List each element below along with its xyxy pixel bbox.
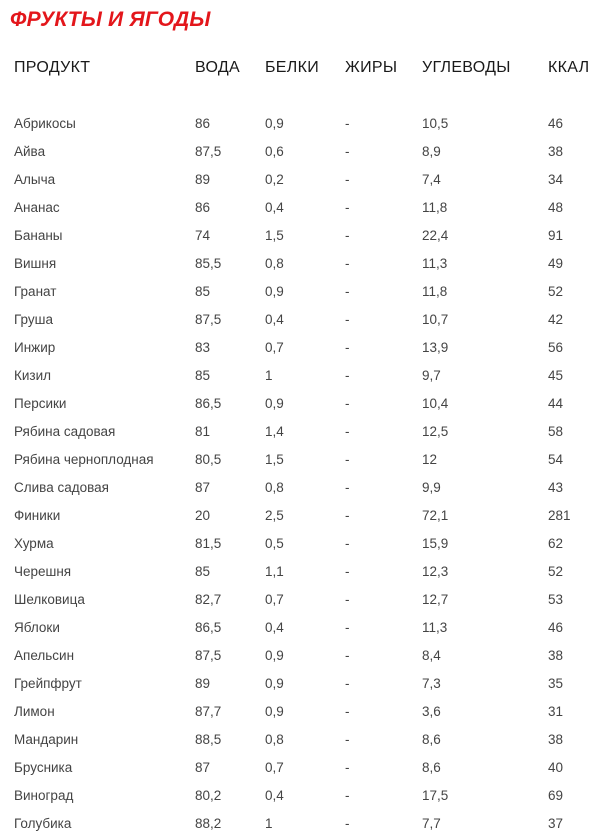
water-value: 87 [195, 479, 211, 495]
table-row [14, 221, 603, 249]
kcal-value: 31 [548, 703, 564, 719]
fat-value: - [345, 675, 350, 691]
protein-value: 0,6 [265, 143, 284, 159]
fat-value: - [345, 479, 350, 495]
kcal-value: 43 [548, 479, 564, 495]
kcal-value: 56 [548, 339, 564, 355]
page-title: ФРУКТЫ И ЯГОДЫ [10, 8, 211, 31]
carbs-value: 13,9 [422, 339, 449, 355]
product-name: Вишня [14, 255, 57, 271]
carbs-value: 12,5 [422, 423, 449, 439]
table-body [14, 81, 603, 837]
fat-value: - [345, 227, 350, 243]
kcal-value: 62 [548, 535, 564, 551]
kcal-value: 52 [548, 563, 564, 579]
kcal-value: 34 [548, 171, 564, 187]
kcal-value: 46 [548, 115, 564, 131]
fat-value: - [345, 423, 350, 439]
table-row [14, 445, 603, 473]
kcal-value: 44 [548, 395, 564, 411]
water-value: 81 [195, 423, 211, 439]
carbs-value: 10,7 [422, 311, 449, 327]
water-value: 82,7 [195, 591, 222, 607]
column-header-protein: БЕЛКИ [265, 59, 319, 76]
product-name: Черешня [14, 563, 72, 579]
table-row [14, 781, 603, 809]
fat-value: - [345, 311, 350, 327]
carbs-value: 12 [422, 451, 438, 467]
water-value: 87,7 [195, 703, 222, 719]
kcal-value: 45 [548, 367, 564, 383]
protein-value: 0,8 [265, 731, 284, 747]
table-row [14, 585, 603, 613]
carbs-value: 11,8 [422, 283, 448, 299]
nutrition-table [14, 55, 603, 837]
protein-value: 0,7 [265, 591, 284, 607]
protein-value: 0,9 [265, 115, 284, 131]
fat-value: - [345, 507, 350, 523]
water-value: 87 [195, 759, 211, 775]
kcal-value: 91 [548, 227, 564, 243]
water-value: 74 [195, 227, 211, 243]
protein-value: 0,7 [265, 759, 284, 775]
table-row [14, 529, 603, 557]
table-row [14, 193, 603, 221]
table-row [14, 809, 603, 837]
kcal-value: 53 [548, 591, 564, 607]
carbs-value: 3,6 [422, 703, 441, 719]
carbs-value: 15,9 [422, 535, 449, 551]
water-value: 89 [195, 171, 211, 187]
water-value: 86 [195, 115, 211, 131]
protein-value: 0,9 [265, 647, 284, 663]
protein-value: 0,8 [265, 479, 284, 495]
water-value: 85 [195, 367, 211, 383]
product-name: Рябина черноплодная [14, 451, 154, 467]
product-name: Алыча [14, 171, 56, 187]
product-name: Хурма [14, 535, 54, 551]
protein-value: 0,5 [265, 535, 284, 551]
product-name: Слива садовая [14, 479, 109, 495]
product-name: Брусника [14, 759, 73, 775]
product-name: Абрикосы [14, 115, 76, 131]
header-spacer [14, 81, 603, 109]
protein-value: 0,9 [265, 703, 284, 719]
water-value: 86 [195, 199, 211, 215]
protein-value: 1,1 [265, 563, 284, 579]
fat-value: - [345, 395, 350, 411]
protein-value: 0,9 [265, 395, 284, 411]
product-name: Айва [14, 143, 46, 159]
water-value: 20 [195, 507, 211, 523]
water-value: 86,5 [195, 395, 222, 411]
fat-value: - [345, 815, 350, 831]
fat-value: - [345, 759, 350, 775]
water-value: 89 [195, 675, 211, 691]
column-header-fat: ЖИРЫ [345, 59, 398, 76]
kcal-value: 38 [548, 731, 564, 747]
carbs-value: 9,7 [422, 367, 441, 383]
product-name: Мандарин [14, 731, 79, 747]
product-name: Груша [14, 311, 53, 327]
table-row [14, 417, 603, 445]
kcal-value: 281 [548, 507, 571, 523]
kcal-value: 38 [548, 647, 564, 663]
protein-value: 1,5 [265, 451, 284, 467]
water-value: 87,5 [195, 311, 222, 327]
kcal-value: 40 [548, 759, 564, 775]
fat-value: - [345, 255, 350, 271]
protein-value: 0,4 [265, 311, 284, 327]
carbs-value: 11,3 [422, 619, 448, 635]
fat-value: - [345, 199, 350, 215]
protein-value: 0,2 [265, 171, 284, 187]
product-name: Лимон [14, 703, 55, 719]
kcal-value: 52 [548, 283, 564, 299]
protein-value: 0,7 [265, 339, 284, 355]
carbs-value: 8,6 [422, 731, 441, 747]
column-header-carbs: УГЛЕВОДЫ [422, 59, 511, 76]
water-value: 87,5 [195, 143, 222, 159]
water-value: 88,5 [195, 731, 222, 747]
fat-value: - [345, 171, 350, 187]
carbs-value: 8,9 [422, 143, 441, 159]
protein-value: 2,5 [265, 507, 284, 523]
carbs-value: 22,4 [422, 227, 449, 243]
fat-value: - [345, 647, 350, 663]
column-header-product: ПРОДУКТ [14, 59, 91, 76]
kcal-value: 42 [548, 311, 564, 327]
water-value: 80,5 [195, 451, 222, 467]
table-row [14, 305, 603, 333]
kcal-value: 37 [548, 815, 564, 831]
water-value: 87,5 [195, 647, 222, 663]
product-name: Инжир [14, 339, 56, 355]
carbs-value: 9,9 [422, 479, 441, 495]
fat-value: - [345, 703, 350, 719]
table-row [14, 389, 603, 417]
carbs-value: 11,8 [422, 199, 448, 215]
carbs-value: 10,5 [422, 115, 449, 131]
table-row [14, 669, 603, 697]
kcal-value: 35 [548, 675, 564, 691]
product-name: Персики [14, 395, 67, 411]
protein-value: 0,8 [265, 255, 284, 271]
product-name: Апельсин [14, 647, 75, 663]
protein-value: 1,5 [265, 227, 284, 243]
fat-value: - [345, 283, 350, 299]
fat-value: - [345, 451, 350, 467]
table-row [14, 165, 603, 193]
water-value: 83 [195, 339, 211, 355]
table-header-row [14, 55, 603, 81]
fat-value: - [345, 731, 350, 747]
table-row [14, 361, 603, 389]
product-name: Рябина садовая [14, 423, 116, 439]
table-row [14, 641, 603, 669]
water-value: 86,5 [195, 619, 222, 635]
fat-value: - [345, 787, 350, 803]
product-name: Ананас [14, 199, 60, 215]
table-row [14, 473, 603, 501]
product-name: Яблоки [14, 619, 60, 635]
table-row [14, 333, 603, 361]
carbs-value: 72,1 [422, 507, 449, 523]
kcal-value: 46 [548, 619, 564, 635]
protein-value: 0,9 [265, 675, 284, 691]
fat-value: - [345, 339, 350, 355]
protein-value: 0,4 [265, 199, 284, 215]
table-row [14, 277, 603, 305]
table-row [14, 557, 603, 585]
protein-value: 1 [265, 815, 273, 831]
table-row [14, 249, 603, 277]
table-row [14, 501, 603, 529]
carbs-value: 12,7 [422, 591, 449, 607]
protein-value: 0,4 [265, 787, 284, 803]
product-name: Шелковица [14, 591, 85, 607]
product-name: Финики [14, 507, 61, 523]
product-name: Голубика [14, 815, 72, 831]
column-header-water: ВОДА [195, 59, 240, 76]
product-name: Грейпфрут [14, 675, 82, 691]
product-name: Кизил [14, 367, 52, 383]
protein-value: 1,4 [265, 423, 284, 439]
table-row [14, 109, 603, 137]
fat-value: - [345, 591, 350, 607]
table-row [14, 137, 603, 165]
carbs-value: 8,4 [422, 647, 441, 663]
water-value: 85,5 [195, 255, 222, 271]
kcal-value: 69 [548, 787, 564, 803]
kcal-value: 49 [548, 255, 564, 271]
table-row [14, 697, 603, 725]
product-name: Бананы [14, 227, 63, 243]
water-value: 85 [195, 563, 211, 579]
fat-value: - [345, 367, 350, 383]
protein-value: 0,9 [265, 283, 284, 299]
water-value: 88,2 [195, 815, 222, 831]
kcal-value: 48 [548, 199, 564, 215]
carbs-value: 7,3 [422, 675, 441, 691]
carbs-value: 11,3 [422, 255, 448, 271]
protein-value: 0,4 [265, 619, 284, 635]
fat-value: - [345, 115, 350, 131]
carbs-value: 10,4 [422, 395, 449, 411]
carbs-value: 17,5 [422, 787, 449, 803]
product-name: Виноград [14, 787, 74, 803]
column-header-kcal: ККАЛ [548, 59, 590, 76]
kcal-value: 58 [548, 423, 564, 439]
carbs-value: 8,6 [422, 759, 441, 775]
carbs-value: 7,7 [422, 815, 441, 831]
fat-value: - [345, 563, 350, 579]
kcal-value: 38 [548, 143, 564, 159]
water-value: 85 [195, 283, 211, 299]
fat-value: - [345, 619, 350, 635]
table-row [14, 725, 603, 753]
product-name: Гранат [14, 283, 57, 299]
water-value: 80,2 [195, 787, 222, 803]
carbs-value: 12,3 [422, 563, 449, 579]
protein-value: 1 [265, 367, 273, 383]
kcal-value: 54 [548, 451, 564, 467]
fat-value: - [345, 143, 350, 159]
table-row [14, 753, 603, 781]
carbs-value: 7,4 [422, 171, 441, 187]
fat-value: - [345, 535, 350, 551]
water-value: 81,5 [195, 535, 222, 551]
table-row [14, 613, 603, 641]
